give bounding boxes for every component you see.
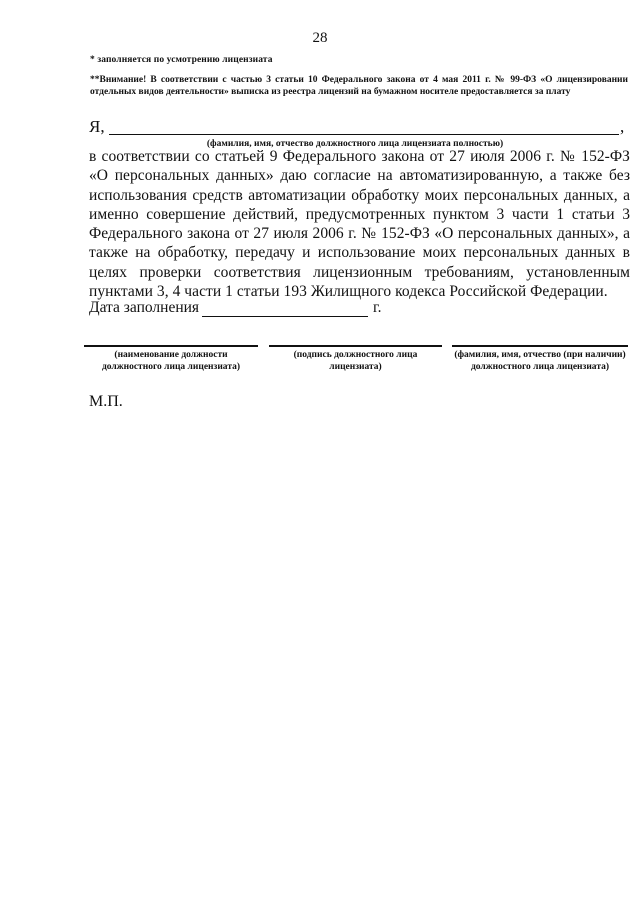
signature-block-position [84,345,258,373]
name-blank-field[interactable] [109,134,619,135]
signature-blank-field[interactable] [269,345,442,347]
stamp-label: М.П. [89,393,123,410]
date-row [89,299,409,321]
date-blank-field[interactable] [202,316,368,317]
date-label: Дата заполнения [89,299,200,316]
consent-paragraph: в соответствии со статьей 9 Федерального закона от 27 июля 2006 г. № 152-ФЗ «О персональных данных» даю согласие на автоматизированную, а также без использования средств автоматизации обработку моих персональных данных, а именно совершение действий, предусмотренных пунктом 3 части 1 статьи 3 Федерального закона от 27 июля 2006 г. № 152-ФЗ «О персональных данных», а также на обработку, передачу и использование моих персональных данных в целях проверки соответствия лицензионным требованиям, установленным пунктами 3, 4 части 1 статьи 193 Жилищного кодекса Российской Федерации. [89,148,630,301]
position-caption: (наименование должности должностного лица лицензиата) [101,350,241,372]
position-blank-field[interactable] [84,345,258,347]
comma-mark: , [620,117,625,136]
footnote-attention: **Внимание! В соответствии с частью 3 статьи 10 Федерального закона от 4 мая 2011 г. № 99-ФЗ «О лицензировании отдельных видов деятельности» выписка из реестра лицензий на бумажном носителе предоставляется за плату [90,75,628,97]
date-suffix: г. [373,299,382,316]
full-name-caption: (фамилия, имя, отчество (при наличии) должностного лица лицензиата) [454,350,626,372]
pronoun-label: Я, [89,117,105,136]
signature-block-signature [269,345,442,373]
name-entry-line [89,117,629,137]
signature-block-full-name [452,345,628,373]
full-name-blank-field[interactable] [452,345,628,347]
name-caption: (фамилия, имя, отчество должностного лица лицензиата полностью) [206,139,504,149]
page-number: 28 [312,30,328,46]
signature-caption: (подпись должностного лица лицензиата) [293,350,418,372]
footnote-discretion: * заполняется по усмотрению лицензиата [90,55,273,65]
